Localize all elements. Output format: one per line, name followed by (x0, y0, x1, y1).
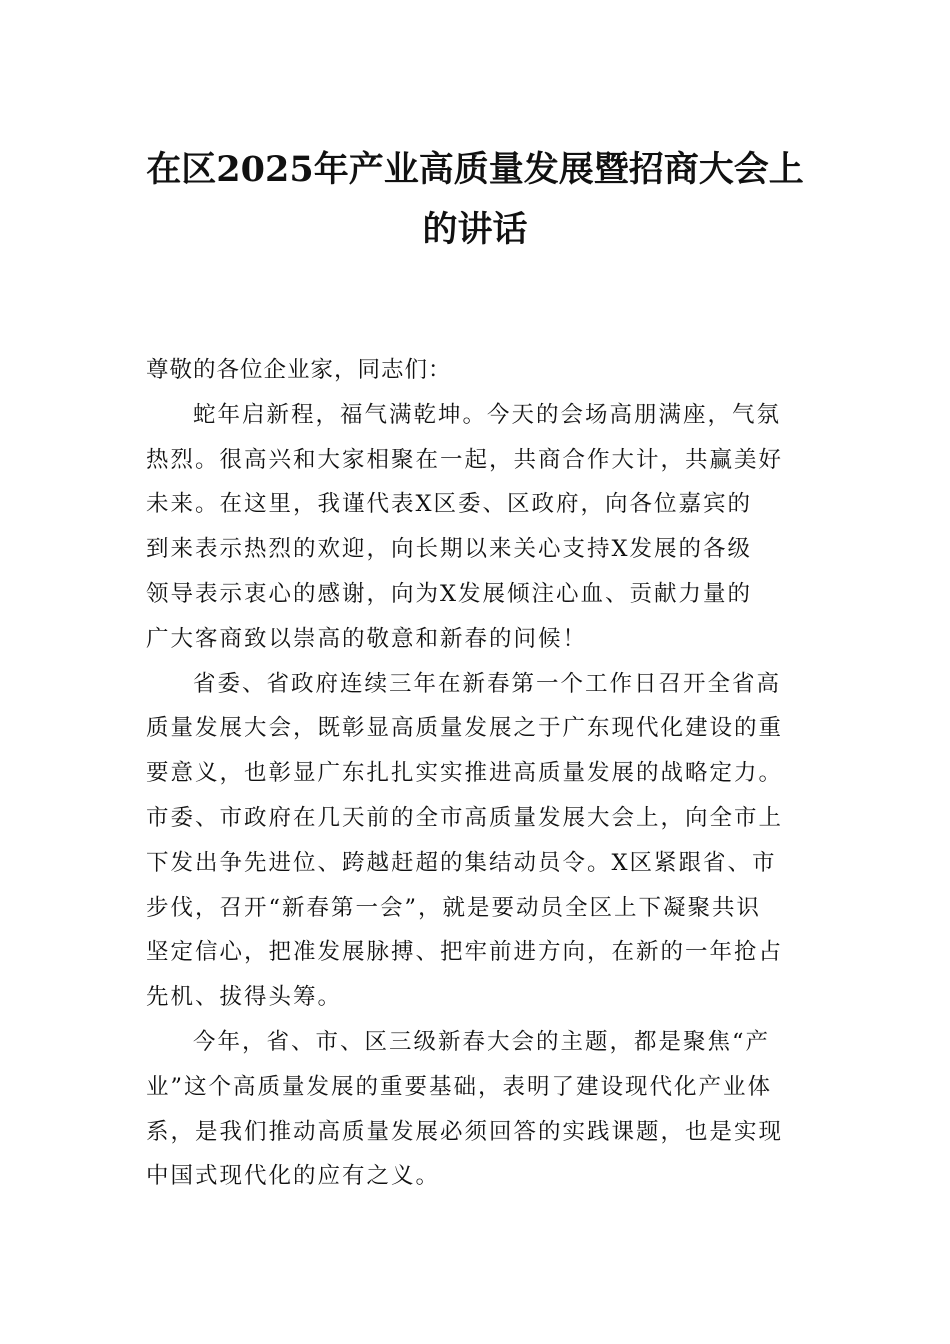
paragraph-2-line: 质量发展大会，既彰显高质量发展之于广东现代化建设的重 (146, 715, 784, 742)
document-title (140, 140, 810, 260)
paragraph-2-line: 坚定信心，把准发展脉搏、把牢前进方向，在新的一年抢占 (146, 939, 784, 966)
paragraph-2-line: 下发出争先进位、跨越赶超的集结动员令。X区紧跟省、市 (146, 849, 777, 876)
greeting: 尊敬的各位企业家，同志们： (146, 357, 452, 383)
paragraph-3-line: 今年，省、市、区三级新春大会的主题，都是聚焦“产 (193, 1028, 771, 1055)
paragraph-1-line: 广大客商致以崇高的敬意和新春的问候！ (146, 625, 588, 652)
title-line-1: 在区2025年产业高质量发展暨招商大会上 (146, 149, 804, 190)
paragraph-1-line: 热烈。很高兴和大家相聚在一起，共商合作大计，共赢美好 (146, 446, 784, 473)
paragraph-1-line: 未来。在这里，我谨代表X区委、区政府，向各位嘉宾的 (146, 491, 753, 518)
paragraph-1-line: 领导表示衷心的感谢，向为X发展倾注心血、贡献力量的 (146, 580, 753, 607)
paragraph-3-line: 系，是我们推动高质量发展必须回答的实践课题，也是实现 (146, 1118, 784, 1145)
paragraph-1-line: 蛇年启新程，福气满乾坤。今天的会场高朋满座，气氛 (193, 401, 782, 428)
paragraph-2-line: 省委、省政府连续三年在新春第一个工作日召开全省高 (193, 670, 782, 697)
paragraph-2-line: 先机、拔得头筹。 (146, 984, 343, 1011)
paragraph-2 (146, 662, 808, 1020)
paragraph-1 (146, 393, 808, 662)
paragraph-2-line: 要意义，也彰显广东扎扎实实推进高质量发展的战略定力。 (146, 760, 784, 787)
paragraph-3 (146, 1020, 808, 1199)
paragraph-2-line: 市委、市政府在几天前的全市高质量发展大会上，向全市上 (146, 804, 784, 831)
paragraph-3-line: 中国式现代化的应有之义。 (146, 1163, 441, 1190)
title-line-2: 的讲话 (422, 209, 528, 250)
paragraph-1-line: 到来表示热烈的欢迎，向长期以来关心支持X发展的各级 (146, 536, 753, 563)
paragraph-2-line: 步伐，召开“新春第一会”，就是要动员全区上下凝聚共识 (146, 894, 762, 921)
document-body (146, 348, 808, 1199)
paragraph-3-line: 业”这个高质量发展的重要基础，表明了建设现代化产业体 (146, 1073, 773, 1100)
